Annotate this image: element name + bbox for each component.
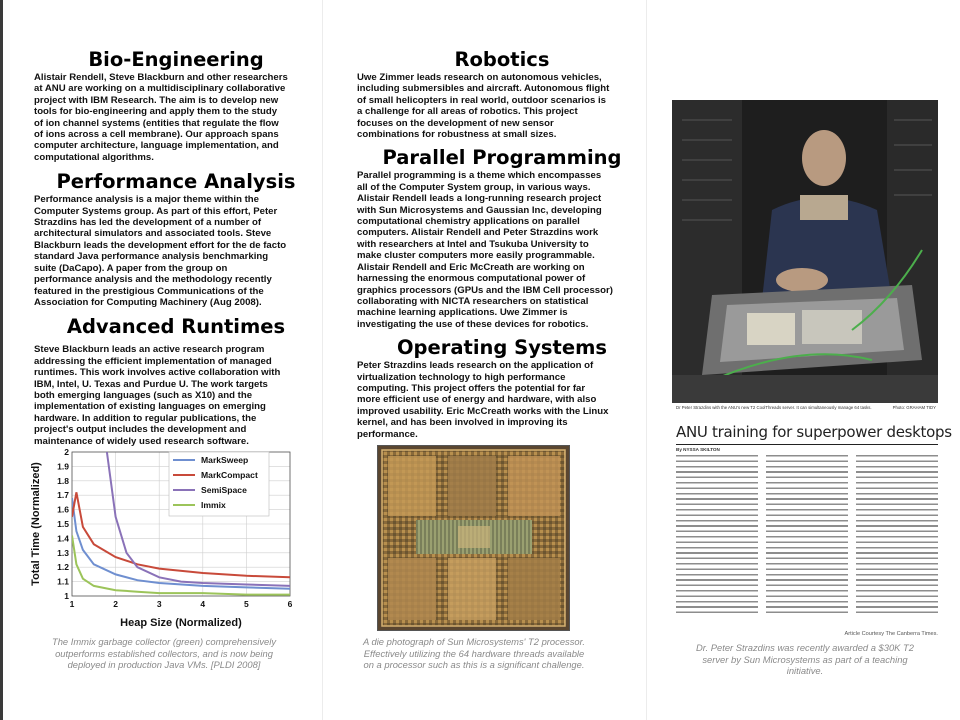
paragraph-line: computing. This project offers the potential for far: [357, 382, 586, 394]
photo-caption: [676, 405, 936, 410]
paragraph-line: computer architecture, language implementation, and: [34, 140, 279, 152]
t2-die-photograph: [377, 445, 570, 631]
paragraph-line: Alistair Rendell, Steve Blackburn and other researchers: [34, 72, 288, 83]
y-tick-label: 1.6: [57, 504, 69, 515]
y-tick-label: 1: [64, 591, 69, 601]
photo-credit: Photo: GRAHAM TIDY: [892, 405, 936, 410]
paragraph-line: machine learning applications. Uwe Zimmer is: [357, 307, 568, 319]
paragraph-line: Alistair Rendell leads a long-running research project: [357, 193, 602, 205]
parallel-programming-body: [357, 170, 647, 330]
paragraph-line: featured in the prestigious Communications of the: [34, 285, 264, 297]
paragraph-line: runtimes. This work involves active collaboration with: [34, 367, 281, 379]
x-tick-label: 2: [113, 599, 118, 609]
article-column: [766, 455, 848, 613]
advanced-runtimes-body: [34, 344, 318, 447]
gc-performance-chart: [25, 446, 300, 632]
x-axis-label: Heap Size (Normalized): [120, 617, 242, 629]
advanced-runtimes-heading: Advanced Runtimes: [66, 315, 286, 339]
photo-caption-text: Dr Peter Strazdins with the ANU's new T2 CoolThreads server. It can simultaneously manage 64 tasks.: [676, 405, 872, 410]
paragraph-line: Uwe Zimmer leads research on autonomous vehicles,: [357, 72, 602, 83]
y-tick-label: 1.9: [57, 461, 69, 472]
paragraph-line: standard Java performance analysis benchmarking: [34, 251, 269, 263]
x-tick-label: 6: [287, 599, 293, 609]
paragraph-line: with Sun Microsystems and Gaussian Inc, developing: [357, 204, 602, 216]
paragraph-line: maintenance of widely used research software.: [34, 435, 249, 447]
paragraph-line: implementation of existing languages on emerging: [34, 401, 266, 413]
article-credit: Article Courtesy The Canberra Times.: [844, 631, 938, 637]
award-caption-line: server by Sun Microsystems as part of a teaching: [702, 653, 908, 665]
paragraph-line: graphics processors (GPUs and the IBM Cell processor): [357, 284, 613, 296]
chip-caption-line: Effectively utilizing the 64 hardware threads available: [363, 647, 585, 659]
paragraph-line: improved usability. Eric McCreath works with the Linux: [357, 405, 609, 417]
paragraph-line: collaborating with NICTA researchers on statistical: [357, 295, 589, 307]
paragraph-line: combinations for robustness at small sizes.: [357, 129, 557, 141]
paragraph-line: performance.: [357, 428, 418, 440]
paragraph-line: including submersibles and aircraft. Autonomous flight: [357, 83, 610, 95]
paragraph-line: make cluster computers more easily programmable.: [357, 250, 595, 262]
paragraph-line: at ANU are working on a multidisciplinary collaborative: [34, 83, 286, 95]
robotics-heading: Robotics: [454, 48, 550, 71]
paragraph-line: a challenge for all areas of robotics. This project: [357, 106, 578, 118]
paragraph-line: both emerging languages (such as X10) and the: [34, 389, 253, 401]
paragraph-line: Computer Systems group. As part of this effort, Peter: [34, 205, 278, 217]
chip-caption-line: A die photograph of Sun Microsystems' T2 processor.: [362, 636, 586, 647]
paragraph-line: all of the Computer System group, in various ways.: [357, 181, 591, 193]
legend-label: SemiSpace: [201, 485, 247, 495]
panel-fold-1: [322, 0, 323, 720]
paragraph-line: investigating the use of these devices for robotics.: [357, 318, 589, 330]
y-tick-label: 1.8: [57, 475, 69, 486]
article-column: [676, 455, 758, 613]
y-tick-label: 1.1: [57, 576, 69, 587]
paragraph-line: Performance analysis is a major theme within the: [34, 194, 259, 206]
legend-label: Immix: [201, 500, 226, 510]
chart-caption-line: deployed in production Java VMs. [PLDI 2008]: [67, 659, 261, 670]
bio-engineering-body: [34, 72, 318, 163]
paragraph-line: computational chemistry applications on parallel: [357, 216, 580, 228]
paragraph-line: suite (DaCapo). A paper from the group on: [34, 262, 228, 274]
chart-caption-line: The Immix garbage collector (green) comprehensively: [51, 636, 277, 647]
operating-systems-body: [357, 360, 647, 440]
award-caption-line: initiative.: [786, 665, 824, 676]
y-tick-label: 1.4: [57, 533, 69, 544]
y-tick-label: 1.2: [57, 562, 69, 573]
paragraph-line: of ion channel systems (entities that regulate the flow: [34, 117, 279, 129]
x-tick-label: 4: [200, 599, 206, 609]
robotics-body: [357, 72, 647, 140]
headline-rule: [676, 444, 938, 445]
paragraph-line: kernel, and has been involved in improving its: [357, 417, 568, 429]
chart-caption-line: outperforms established collectors, and is now being: [55, 647, 273, 659]
x-tick-label: 3: [156, 599, 162, 609]
paragraph-line: virtualization technology to high performance: [357, 371, 566, 383]
paragraph-line: computers. Alistair Rendell and Peter Strazdins work: [357, 227, 599, 239]
paragraph-line: computational algorithms.: [34, 151, 154, 163]
news-byline: By NYSSA SKILTON: [676, 447, 720, 452]
chip-caption: [354, 636, 594, 671]
paragraph-line: architectural simulators and associated tools. Steve: [34, 228, 272, 240]
paragraph-line: of ions across a cell membrane). Our approach spans: [34, 129, 279, 141]
paragraph-line: Peter Strazdins leads research on the application of: [357, 360, 594, 372]
paragraph-line: Alistair Rendell and Eric McCreath are working on: [357, 261, 585, 273]
paragraph-line: project's output includes the development and: [34, 424, 247, 436]
performance-analysis-heading: Performance Analysis: [56, 170, 296, 194]
article-column: [856, 455, 938, 613]
news-headline: ANU training for superpower desktops: [676, 423, 952, 441]
strazdins-server-photo: [672, 100, 938, 403]
y-axis-label: Total Time (Normalized): [30, 462, 42, 586]
performance-analysis-body: [34, 194, 318, 308]
paragraph-line: tools for bio-engineering and apply them to the study: [34, 106, 278, 118]
paragraph-line: Blackburn leads the development effort for the de facto: [34, 239, 287, 251]
paragraph-line: project with IBM Research. The aim is to develop new: [34, 94, 279, 106]
x-tick-label: 5: [244, 599, 249, 609]
parallel-programming-heading: Parallel Programming: [382, 146, 622, 170]
y-tick-label: 1.3: [57, 547, 69, 558]
paragraph-line: harnessing the enormous computational power of: [357, 273, 586, 285]
y-tick-label: 1.5: [57, 519, 69, 529]
paragraph-line: hardware. In addition to regular publications, the: [34, 412, 257, 424]
operating-systems-heading: Operating Systems: [396, 336, 607, 360]
chart-caption: [24, 636, 304, 671]
paragraph-line: Association for Computing Machinery (Aug 2008).: [34, 296, 262, 308]
middle-panel: [357, 48, 647, 440]
y-tick-label: 1.7: [57, 490, 69, 501]
paragraph-line: Strazdins has led the development of a number of: [34, 217, 262, 229]
paragraph-line: of small helicopters in real world, outdoor scenarios is: [357, 94, 606, 106]
x-tick-label: 1: [69, 599, 75, 609]
left-binding-edge: [0, 0, 3, 720]
paragraph-line: Steve Blackburn leads an active research program: [34, 344, 265, 356]
paragraph-line: IBM, Intel, U. Texas and Purdue U. The work targets: [34, 378, 268, 390]
paragraph-line: more efficient use of energy and hardware, with also: [357, 394, 597, 406]
photo-award-caption: [660, 642, 950, 677]
paragraph-line: performance analysis and the methodology recently: [34, 274, 272, 286]
y-tick-label: 2: [64, 447, 69, 457]
legend-label: MarkCompact: [201, 470, 258, 480]
left-panel: [34, 48, 318, 447]
paragraph-line: addressing the efficient implementation of managed: [34, 355, 272, 367]
paragraph-line: focuses on the development of new sensor: [357, 117, 554, 129]
award-caption-line: Dr. Peter Strazdins was recently awarded a $30K T2: [696, 642, 914, 653]
bio-engineering-heading: Bio-Engineering: [88, 48, 264, 71]
paragraph-line: Parallel programming is a theme which encompasses: [357, 170, 602, 182]
paragraph-line: with researchers at Intel and Tsukuba University to: [357, 238, 589, 250]
legend-label: MarkSweep: [201, 455, 249, 465]
chip-caption-line: on a processor such as this is a significant challenge.: [363, 659, 585, 670]
